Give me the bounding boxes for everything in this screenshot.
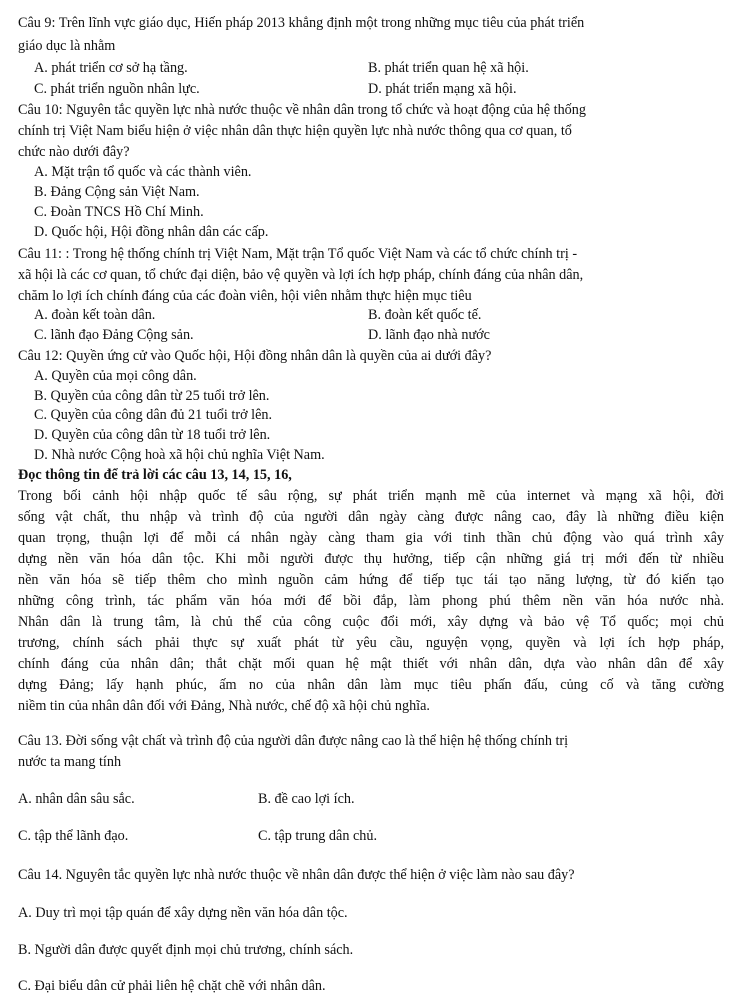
passage-line: quan trọng, thuận lợi để mỗi cá nhân ngày càng tham gia với tinh thần chủ động vào quá trình xây — [18, 530, 724, 546]
q13-option-a: A. nhân dân sâu sắc. — [18, 791, 135, 807]
q9-option-c: C. phát triển nguồn nhân lực. — [34, 81, 200, 97]
q10-stem-line-3: chức nào dưới đây? — [18, 144, 130, 160]
q11-stem-line-1: Câu 11: : Trong hệ thống chính trị Việt Nam, Mặt trận Tổ quốc Việt Nam và các tổ chức chính trị - — [18, 246, 578, 262]
q11-option-d: D. lãnh đạo nhà nước — [368, 327, 490, 343]
q9-option-b: B. phát triển quan hệ xã hội. — [368, 60, 529, 76]
q10-stem-line-1: Câu 10: Nguyên tắc quyền lực nhà nước thuộc về nhân dân trong tổ chức và hoạt động của hệ thống — [18, 102, 586, 118]
passage-line: dựng Đảng; lấy hạnh phúc, ấm no của nhân dân làm mục tiêu phấn đấu, củng cố và tăng cường — [18, 677, 724, 693]
q12-stem: Câu 12: Quyền ứng cử vào Quốc hội, Hội đồng nhân dân là quyền của ai dưới đây? — [18, 348, 492, 364]
q9-stem-line-2: giáo dục là nhằm — [18, 38, 116, 54]
q9-option-a: A. phát triển cơ sở hạ tầng. — [34, 60, 188, 76]
q12-option-a: A. Quyền của mọi công dân. — [34, 368, 197, 384]
q11-option-b: B. đoàn kết quốc tế. — [368, 307, 482, 323]
q11-stem-line-2: xã hội là các cơ quan, tổ chức đại diện, bảo vệ quyền và lợi ích hợp pháp, chính đáng của nhân dân, — [18, 267, 584, 283]
passage-line: chính đáng của nhân dân; thắt chặt mối quan hệ mật thiết với nhân dân, dựa vào nhân dân để xây — [18, 656, 724, 672]
passage-line: niềm tin của nhân dân đối với Đảng, Nhà nước, chế độ xã hội chủ nghĩa. — [18, 698, 430, 714]
q10-option-a: A. Mặt trận tổ quốc và các thành viên. — [34, 164, 252, 180]
q14-stem: Câu 14. Nguyên tắc quyền lực nhà nước thuộc về nhân dân được thể hiện ở việc làm nào sau đây? — [18, 867, 575, 883]
passage-line: sống vật chất, thu nhập và trình độ của người dân ngày càng được nâng cao, đây là những điều kiện — [18, 509, 724, 525]
q11-option-a: A. đoàn kết toàn dân. — [34, 307, 156, 323]
passage-line: Trong bối cảnh hội nhập quốc tế sâu rộng, sự phát triển mạnh mẽ của internet và mạng xã hội, đời — [18, 488, 724, 504]
q11-stem-line-3: chăm lo lợi ích chính đáng của các đoàn viên, hội viên nhằm thực hiện mục tiêu — [18, 288, 472, 304]
passage-line: trương, chính sách phải thực sự xuất phát từ yêu cầu, nguyện vọng, quyền và lợi ích hợp pháp, — [18, 635, 724, 651]
q14-option-c: C. Đại biểu dân cử phải liên hệ chặt chẽ với nhân dân. — [18, 978, 326, 994]
q11-option-c: C. lãnh đạo Đảng Cộng sản. — [34, 327, 194, 343]
q12-option-b: B. Quyền của công dân từ 25 tuổi trở lên. — [34, 388, 270, 404]
q10-stem-line-2: chính trị Việt Nam biểu hiện ở việc nhân dân thực hiện quyền lực nhà nước thông qua cơ quan, tổ — [18, 123, 572, 139]
q13-option-b: B. đề cao lợi ích. — [258, 791, 355, 807]
passage-line: những công trình, tác phẩm văn hóa mới để bồi đắp, làm phong phú thêm nền văn hóa nước nhà. — [18, 593, 724, 609]
q10-option-b: B. Đảng Cộng sản Việt Nam. — [34, 184, 200, 200]
passage-line: dựng nền văn hóa dân tộc. Khi mỗi người được thụ hưởng, tiếp cận những giá trị mới đến từ nhiều — [18, 551, 724, 567]
q9-stem-line-1: Câu 9: Trên lĩnh vực giáo dục, Hiến pháp 2013 khẳng định một trong những mục tiêu của phát triển — [18, 15, 585, 31]
q12-option-d: D. Quyền của công dân từ 18 tuổi trở lên. — [34, 427, 271, 443]
q13-option-d: C. tập trung dân chủ. — [258, 828, 377, 844]
q12-extra-line: D. Nhà nước Cộng hoà xã hội chủ nghĩa Việt Nam. — [34, 447, 325, 463]
passage-line: nền văn hóa sẽ tiếp thêm cho mình nguồn cảm hứng để tiếp tục tái tạo năng lượng, từ đó kiến tạo — [18, 572, 724, 588]
q9-option-d: D. phát triển mạng xã hội. — [368, 81, 517, 97]
q10-option-d: D. Quốc hội, Hội đồng nhân dân các cấp. — [34, 224, 269, 240]
passage-heading: Đọc thông tin để trả lời các câu 13, 14, 15, 16, — [18, 467, 292, 483]
q10-option-c: C. Đoàn TNCS Hồ Chí Minh. — [34, 204, 204, 220]
q12-option-c: C. Quyền của công dân đủ 21 tuổi trở lên. — [34, 407, 273, 423]
q13-option-c: C. tập thể lãnh đạo. — [18, 828, 129, 844]
passage-line: Nhân dân là trung tâm, là chủ thể của công cuộc đổi mới, xây dựng và bảo vệ Tổ quốc; mọi chủ — [18, 614, 724, 630]
q14-option-b: B. Người dân được quyết định mọi chủ trương, chính sách. — [18, 942, 354, 958]
q14-option-a: A. Duy trì mọi tập quán để xây dựng nền văn hóa dân tộc. — [18, 905, 348, 921]
q13-stem-line-2: nước ta mang tính — [18, 754, 122, 770]
q13-stem-line-1: Câu 13. Đời sống vật chất và trình độ của người dân được nâng cao là thể hiện hệ thống chính trị — [18, 733, 569, 749]
